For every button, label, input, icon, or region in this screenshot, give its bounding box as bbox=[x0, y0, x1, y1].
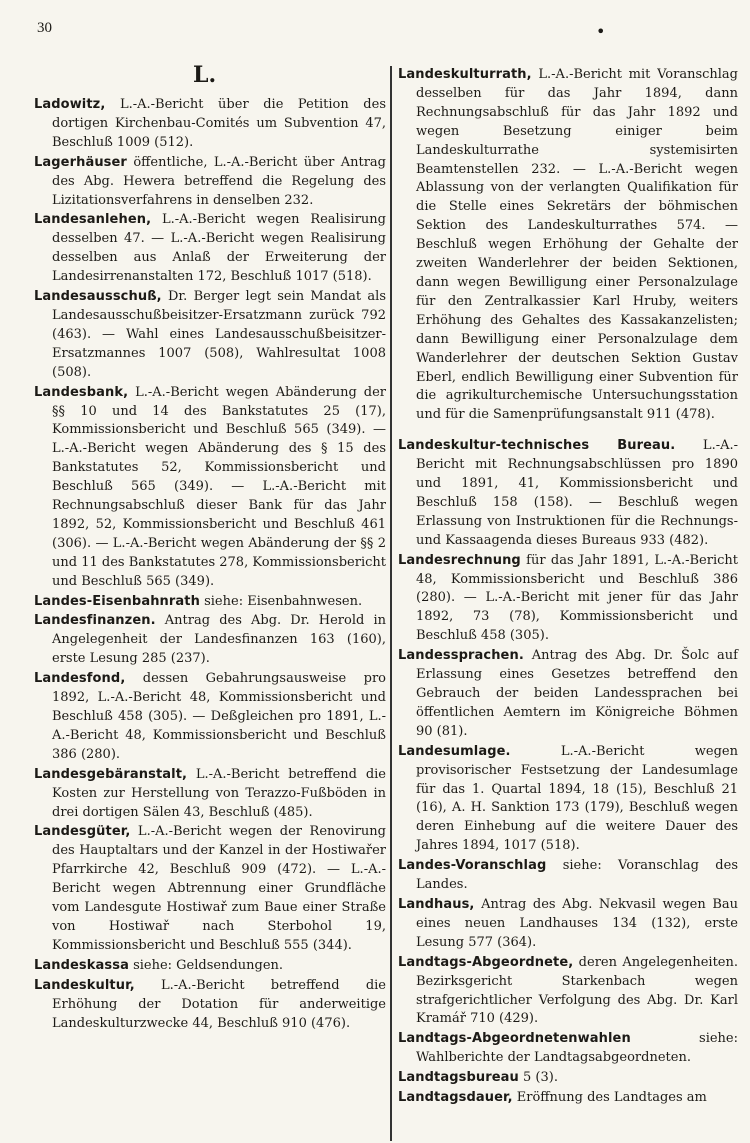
index-term: Landeskulturrath, bbox=[398, 67, 532, 82]
index-text: L.-A.-Bericht betreffend die Erhöhung der Dotation für anderweitige Landeskulturzwecke 44, Beschluß 910 (476). bbox=[52, 977, 386, 1031]
index-text: L.-A.-Bericht über die Petition des dortigen Kirchenbau-Comités um Subvention 47, Beschluß 1009 (512). bbox=[52, 97, 386, 150]
index-entry bbox=[34, 977, 386, 1034]
index-entry bbox=[34, 384, 386, 592]
index-term: Landesumlage. bbox=[398, 743, 511, 759]
index-entry bbox=[34, 766, 386, 823]
index-entry bbox=[34, 96, 386, 153]
page-number: 30 bbox=[37, 20, 52, 36]
index-entry bbox=[34, 288, 386, 383]
index-term: Landtagsdauer, bbox=[398, 1090, 513, 1106]
index-text: dessen Gebahrungsausweise pro 1892, L.-A.-Bericht 48, Kommissionsbericht und Beschluß 458 (305). — Deßgleichen pro 1891, L.-A.-Bericht 48, Kommissionsbericht und Beschluß 386 (280). bbox=[52, 671, 386, 762]
index-text: L.-A.-Bericht betreffend die Kosten zur Herstellung von Terazzo-Fußböden in drei dortigen Sälen 43, Beschluß (485). bbox=[52, 766, 386, 820]
index-term: Ladowitz, bbox=[34, 97, 106, 112]
index-entry bbox=[398, 552, 738, 647]
index-term: Landeskultur-technisches Bureau. bbox=[398, 438, 676, 454]
index-entry bbox=[398, 857, 738, 895]
index-term: Landtags-Abgeordnetenwahlen bbox=[398, 1031, 631, 1047]
left-column bbox=[34, 96, 386, 1119]
index-text: L.-A.-Bericht wegen provisorischer Festsetzung der Landesumlage für das 1. Quartal 1894, 18 (15), Beschluß 21 (16), A. H. Sanktion 173 (179), Beschluß wegen deren Einhebung auf die weitere Dauer des Jahres 1894, 1017 (518). bbox=[416, 743, 738, 854]
index-text: siehe: Voranschlag des Landes. bbox=[416, 858, 738, 893]
page-dot: • bbox=[596, 22, 606, 41]
index-term: Landesrechnung bbox=[398, 552, 521, 568]
index-text: Dr. Berger legt sein Mandat als Landesausschußbeisitzer-Ersatzmann zurück 792 (463). — Wahl eines Landesausschußbeisitzer-Ersatzmannes 1007 (508), Wahlresultat 1008 (508). bbox=[52, 289, 386, 380]
index-entry bbox=[34, 957, 386, 976]
index-text: für das Jahr 1891, L.-A.-Bericht 48, Kommissionsbericht und Beschluß 386 (280). — L.-A.-Bericht mit jener für das Jahr 1892, 73 (78), Kommissionsbericht und Beschluß 458 (305). bbox=[416, 552, 738, 644]
index-term: Landesausschuß, bbox=[34, 289, 162, 305]
index-text: Eröffnung des Landtages am bbox=[512, 1090, 707, 1106]
index-term: Landesfinanzen. bbox=[34, 613, 156, 629]
index-term: Landtags-Abgeordnete, bbox=[398, 954, 574, 970]
index-term: Landesfond, bbox=[34, 671, 126, 687]
index-term: Landeskassa bbox=[34, 957, 129, 973]
index-text: siehe: Geldsendungen. bbox=[128, 957, 284, 973]
index-text: L.-A.-Bericht wegen Realisirung desselben 47. — L.-A.-Bericht wegen Realisirung desselben aus Anlaß der Erweiterung der Landesirrenanstalten 172, Beschluß 1017 (518). bbox=[52, 212, 386, 285]
index-term: Landes-Eisenbahnrath bbox=[34, 593, 200, 609]
index-entry bbox=[398, 954, 738, 1030]
index-text: L.-A.-Bericht wegen Abänderung der §§ 10 und 14 des Bankstatutes 25 (17), Kommissionsbericht und Beschluß 565 (349). — L.-A.-Bericht wegen Abänderung des § 15 des Bankstatutes 52, Kommissionsbericht und Beschluß 565 (349). — L.-A.-Bericht mit Rechnungsabschluß dieser Bank für das Jahr 1892, 52, Kommissionsbericht und Beschluß 461 (306). — L.-A.-Bericht wegen Abänderung der §§ 2 und 11 des Bankstatutes 278, Kommissionsbericht und Beschluß 565 (349). bbox=[52, 384, 386, 589]
index-entry bbox=[34, 612, 386, 669]
index-entry bbox=[398, 1089, 738, 1108]
index-entry bbox=[398, 647, 738, 742]
column-divider bbox=[390, 66, 392, 1141]
index-entry bbox=[398, 66, 738, 425]
index-text: Antrag des Abg. Nekvasil wegen Bau eines neuen Landhauses 134 (132), erste Lesung 577 (364). bbox=[416, 896, 738, 950]
index-term: Landhaus, bbox=[398, 896, 475, 912]
index-term: Landesgebäranstalt, bbox=[34, 766, 188, 782]
index-text: Antrag des Abg. Dr. Herold in Angelegenheit der Landesfinanzen 163 (160), erste Lesung 285 (237). bbox=[52, 613, 386, 667]
index-text: siehe: Wahlberichte der Landtagsabgeordneten. bbox=[416, 1031, 738, 1066]
index-term: Landeskultur, bbox=[34, 977, 135, 993]
index-entry bbox=[34, 670, 386, 765]
index-term: Landessprachen. bbox=[398, 648, 524, 664]
section-letter: L. bbox=[193, 62, 217, 88]
index-entry bbox=[34, 211, 386, 287]
index-term: Landes-Voranschlag bbox=[398, 858, 547, 874]
index-text: L.-A.-Bericht mit Rechnungsabschlüssen pro 1890 und 1891, 41, Kommissionsbericht und Beschluß 158 (158). — Beschluß wegen Erlassung von Instruktionen für die Rechnungs- und Kassaagenda dieses Bureaus 933 (482). bbox=[416, 438, 739, 548]
index-entry bbox=[34, 823, 386, 955]
index-term: Landesanlehen, bbox=[34, 212, 152, 228]
index-entry bbox=[34, 593, 386, 612]
index-entry bbox=[34, 154, 386, 211]
index-text: L.-A.-Bericht wegen der Renovirung des Hauptaltars und der Kanzel in der Hostiwařer Pfarrkirche 42, Beschluß 909 (472). — L.-A.-Bericht wegen Abtrennung einer Grundfläche vom Landesgute Hostiwař zum Baue einer Straße von Hostiwař nach Sterbohol 19, Kommissionsbericht und Beschluß 555 (344). bbox=[52, 824, 386, 953]
index-text: L.-A.-Bericht mit Voranschlag desselben für das Jahr 1894, dann Rechnungsabschluß für das Jahr 1892 und wegen Besetzung einiger beim Landeskulturrathe systemisirten Beamtenstellen 232. — L.-A.-Bericht wegen Ablassung von der verlangten Qualifikation für die Stelle eines Sekretärs der böhmischen Sektion des Landeskulturrathes 574. — Beschluß wegen Erhöhung der Gehalte der zweiten Wanderlehrer der beiden Sektionen, dann wegen Bewilligung einer Personalzulage für den Zentralkassier Karl Hruby, weiters Erhöhung des Gehaltes des Kassakanzelisten; dann Bewilligung einer Personalzulage dem Wanderlehrer der deutschen Sektion Gustav Eberl, endlich Bewilligung einer Subvention für die agrikulturchemische Untersuchungsstation und für die Samenprüfungsanstalt 911 (478). bbox=[416, 67, 738, 423]
index-term: Landtagsbureau bbox=[398, 1070, 519, 1086]
index-text: 5 (3). bbox=[518, 1070, 558, 1086]
index-entry bbox=[398, 743, 738, 856]
index-text: siehe: Eisenbahnwesen. bbox=[199, 593, 363, 609]
index-entry bbox=[398, 1069, 738, 1088]
index-entry bbox=[398, 896, 738, 953]
index-entry bbox=[398, 437, 738, 550]
index-text: Antrag des Abg. Dr. Šolc auf Erlassung eines Gesetzes betreffend den Gebrauch der beiden Landessprachen bei öffentlichen Aemtern im Königreiche Böhmen 90 (81). bbox=[416, 648, 738, 739]
index-term: Landesgüter, bbox=[34, 824, 131, 840]
index-text: öffentliche, L.-A.-Bericht über Antrag des Abg. Hewera betreffend die Regelung des Lizitationsverfahrens in denselben 232. bbox=[52, 154, 386, 208]
index-term: Lagerhäuser bbox=[34, 154, 127, 170]
index-entry bbox=[398, 1030, 738, 1068]
index-text: deren Angelegenheiten. Bezirksgericht Starkenbach wegen strafgerichtlicher Verfolgung des Abg. Dr. Karl Kramář 710 (429). bbox=[416, 954, 738, 1027]
right-column bbox=[398, 66, 738, 1119]
index-term: Landesbank, bbox=[34, 384, 129, 400]
